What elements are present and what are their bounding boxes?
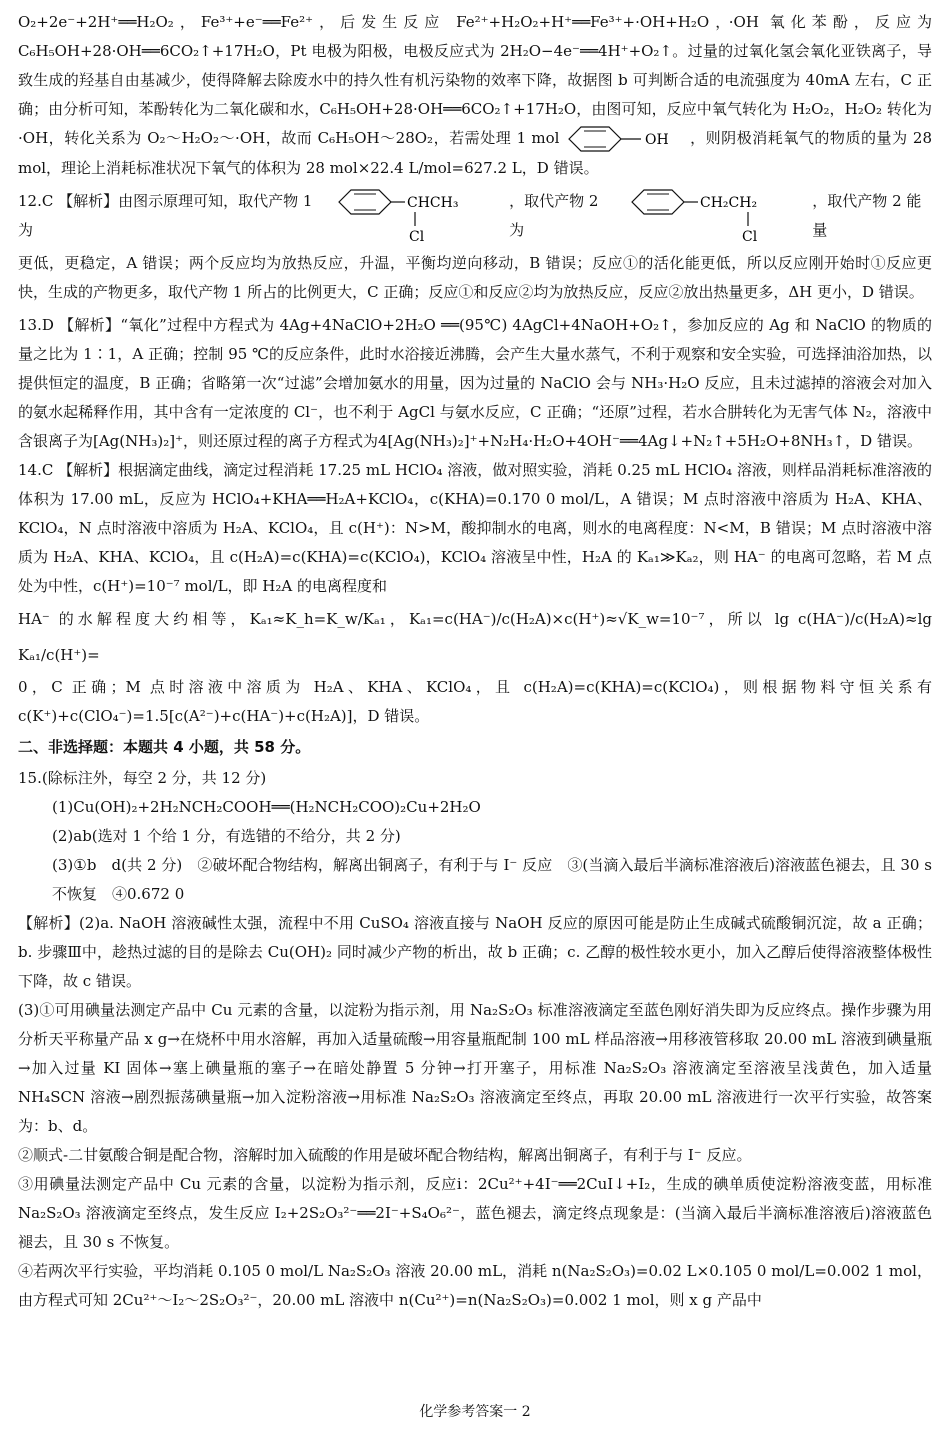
phenol-structure xyxy=(565,124,685,154)
q15-analysis-2: (3)①可用碘量法测定产品中 Cu 元素的含量，以淀粉为指示剂，用 Na₂S₂O₃ 标准溶液滴定至蓝色刚好消失即为反应终点。操作步骤为用分析天平称量产品 x g→在烧杯中用水溶解，再加入适量硫酸→用容量瓶配制 100 mL 样品溶液→用移液管移取 20.00 mL 溶液到碘量瓶→加入过量 KI 固体→塞上碘量瓶的塞子→在暗处静置 5 分钟→打开塞子，用标准 Na₂S₂O₃ 溶液滴定至溶液呈浅黄色，加入适量 NH₄SCN 溶液→剧烈振荡碘量瓶→加入淀粉溶液→用标准 Na₂S₂O₃ 溶液滴定至终点，再取 20.00 mL 溶液进行一次平行实验，故答案为：b、d。 xyxy=(18,1001,932,1135)
q12-mid: ，取代产物 2 为 xyxy=(509,192,599,239)
q14-part1: 14.C 【解析】根据滴定曲线，滴定过程消耗 17.25 mL HClO₄ 溶液，做对照实验，消耗 0.25 mL HClO₄ 溶液，则样品消耗标准溶液的体积为 17.00 mL，反应为 HClO₄+KHA══H₂A+KClO₄，c(KHA)=0.170 0 mol/L，A 错误；M 点时溶液中溶质为 H₂A、KHA、KClO₄，N 点时溶液中溶质为 H₂A、KClO₄，且 c(H⁺)：N>M，酸抑制水的电离，则水的电离程度：N<M，B 错误；M 点时溶液中溶质为 H₂A、KHA、KClO₄，且 c(H₂A)=c(KHA)=c(KClO₄)，KClO₄ 溶液呈中性，H₂A 的 Kₐ₁≫Kₐ₂，则 HA⁻ 的电离可忽略，若 M 点处为中性，c(H⁺)=10⁻⁷ mol/L，即 H₂A 的电离程度和 xyxy=(18,461,932,595)
q15-answer-1: (1)Cu(OH)₂+2H₂NCH₂COOH══(H₂NCH₂COO)₂Cu+2H₂O xyxy=(52,798,481,816)
product1-structure xyxy=(335,188,495,244)
q15-analysis-3: ②顺式-二甘氨酸合铜是配合物，溶解时加入硫酸的作用是破坏配合物结构，解离出铜离子，有利于与 I⁻ 反应。 xyxy=(18,1146,752,1164)
q12-tail: ，取代产物 2 能量 xyxy=(812,192,922,239)
section-heading: 二、非选择题：本题共 4 小题，共 58 分。 xyxy=(18,738,311,756)
q15-analysis-5: ④若两次平行实验，平均消耗 0.105 0 mol/L Na₂S₂O₃ 溶液 20.00 mL，消耗 n(Na₂S₂O₃)=0.02 L×0.105 0 mol/L=0.002 1 mol，由方程式可知 2Cu²⁺～I₂～2S₂O₃²⁻，20.00 mL 溶液中 n(Cu²⁺)=n(Na₂S₂O₃)=0.002 1 mol，则 x g 产品中 xyxy=(18,1262,932,1309)
q15-answer-2: (2)ab(选对 1 个给 1 分，有选错的不给分，共 2 分) xyxy=(52,827,401,845)
q14-part3: 0，C 正确；M 点时溶液中溶质为 H₂A、KHA、KClO₄，且 c(H₂A)=c(KHA)=c(KClO₄)，则根据物料守恒关系有 c(K⁺)+c(ClO₄⁻)=1.5[c(A²⁻)+c(HA⁻)+c(H₂A)]，D 错误。 xyxy=(18,678,932,725)
q14-part2: HA⁻ 的水解程度大约相等，Kₐ₁≈K_h=K_w/Kₐ₁，Kₐ₁=c(HA⁻)/c(H₂A)×c(H⁺)≈√K_w=10⁻⁷，所以 lg c(HA⁻)/c(H₂A)≈lg Kₐ₁/c(H⁺)= xyxy=(18,610,932,664)
q15-head: 15.(除标注外，每空 2 分，共 12 分) xyxy=(18,769,267,787)
q13-answer: 13.D 【解析】“氧化”过程中方程式为 4Ag+4NaClO+2H₂O ══(95℃) 4AgCl+4NaOH+O₂↑，参加反应的 Ag 和 NaClO 的物质的量之比为 1∶1，A 正确；控制 95 ℃的反应条件，此时水浴接近沸腾，会产生大量水蒸气，不利于观察和安全实验，可选择油浴加热，以提供恒定的温度，B 正确；省略第一次“过滤”会增加氨水的用量，因为过量的 NaClO 会与 NH₃·H₂O 反应，且未过滤掉的溶液会对加入的氨水起稀释作用，其中含有一定浓度的 Cl⁻，也不利于 AgCl 与氨水反应，C 正确；“还原”过程，若水合肼转化为无害气体 N₂，溶液中含银离子为[Ag(NH₃)₂]⁺，则还原过程的离子方程式为4[Ag(NH₃)₂]⁺+N₂H₄·H₂O+4OH⁻══4Ag↓+N₂↑+5H₂O+8NH₃↑，D 错误。 xyxy=(18,316,932,450)
product2-cl: Cl xyxy=(742,229,758,244)
q12-head: 12.C 【解析】由图示原理可知，取代产物 1 为 xyxy=(18,192,313,239)
product2-chain: CH₂CH₂ xyxy=(700,195,758,211)
q11-continuation: O₂+2e⁻+2H⁺══H₂O₂，Fe³⁺+e⁻══Fe²⁺，后发生反应 Fe²⁺+H₂O₂+H⁺══Fe³⁺+·OH+H₂O，·OH 氧化苯酚，反应为 C₆H₅OH+28·OH══6CO₂↑+17H₂O，Pt 电极为阳极，电极反应式为 2H₂O−4e⁻══4H⁺+O₂↑。过量的过氧化氢会氧化亚铁离子，导致生成的羟基自由基减少，使得降解去除废水中的持久性有机污染物的效率下降，故据图 b 可判断合适的电流强度为 40mA 左右，C 正确；由分析可知，苯酚转化为二氧化碳和水，C₆H₅OH+28·OH══6CO₂↑+17H₂O，由图可知，反应中氧气转化为 H₂O₂，H₂O₂ 转化为·OH，转化关系为 O₂～H₂O₂～·OH，故而 C₆H₅OH～28O₂，若需处理 1 mol OH ，则阴极消耗氧气的物质的量为 28 mol，理论上消耗标准状况下氧气的体积为 28 mol×22.4 L/mol=627.2 L，D 错误。 xyxy=(18,13,932,177)
product1-chain: CHCH₃ xyxy=(407,195,459,211)
q12-body: 更低，更稳定，A 错误；两个反应均为放热反应，升温，平衡均逆向移动，B 错误；反应①的活化能更低，所以反应刚开始时①反应更快，生成的产物更多，取代产物 1 所占的比例更大，C 正确；反应①和反应②均为放热反应，反应②放出热量更多，ΔH 更小，D 错误。 xyxy=(18,254,932,301)
q15-answer-3: (3)①b d(共 2 分) ②破坏配合物结构，解离出铜离子，有利于与 I⁻ 反应 ③(当滴入最后半滴标准溶液后)溶液蓝色褪去，且 30 s 不恢复 ④0.672 0 xyxy=(52,856,932,903)
q15-analysis-1: 【解析】(2)a. NaOH 溶液碱性太强，流程中不用 CuSO₄ 溶液直接与 NaOH 反应的原因可能是防止生成碱式硫酸铜沉淀，故 a 正确；b. 步骤Ⅲ中，趁热过滤的目的是除去 Cu(OH)₂ 同时减少产物的析出，故 b 正确；c. 乙醇的极性较水更小，加入乙醇后使得溶液整体极性下降，故 c 错误。 xyxy=(18,914,932,990)
product1-cl: Cl xyxy=(409,229,425,244)
product2-structure xyxy=(628,188,798,244)
q12-block xyxy=(18,187,932,307)
page-footer: 化学参考答案一 2 xyxy=(419,1404,531,1420)
q15-analysis-4: ③用碘量法测定产品中 Cu 元素的含量，以淀粉为指示剂，反应ⅰ：2Cu²⁺+4I⁻══2CuI↓+I₂，生成的碘单质使淀粉溶液变蓝，用标准 Na₂S₂O₃ 溶液滴定至终点，发生反应 I₂+2S₂O₃²⁻══2I⁻+S₄O₆²⁻，蓝色褪去，滴定终点现象是：(当滴入最后半滴标准溶液后)溶液蓝色褪去，且 30 s 不恢复。 xyxy=(18,1175,932,1251)
phenol-oh-label: OH xyxy=(644,132,669,148)
